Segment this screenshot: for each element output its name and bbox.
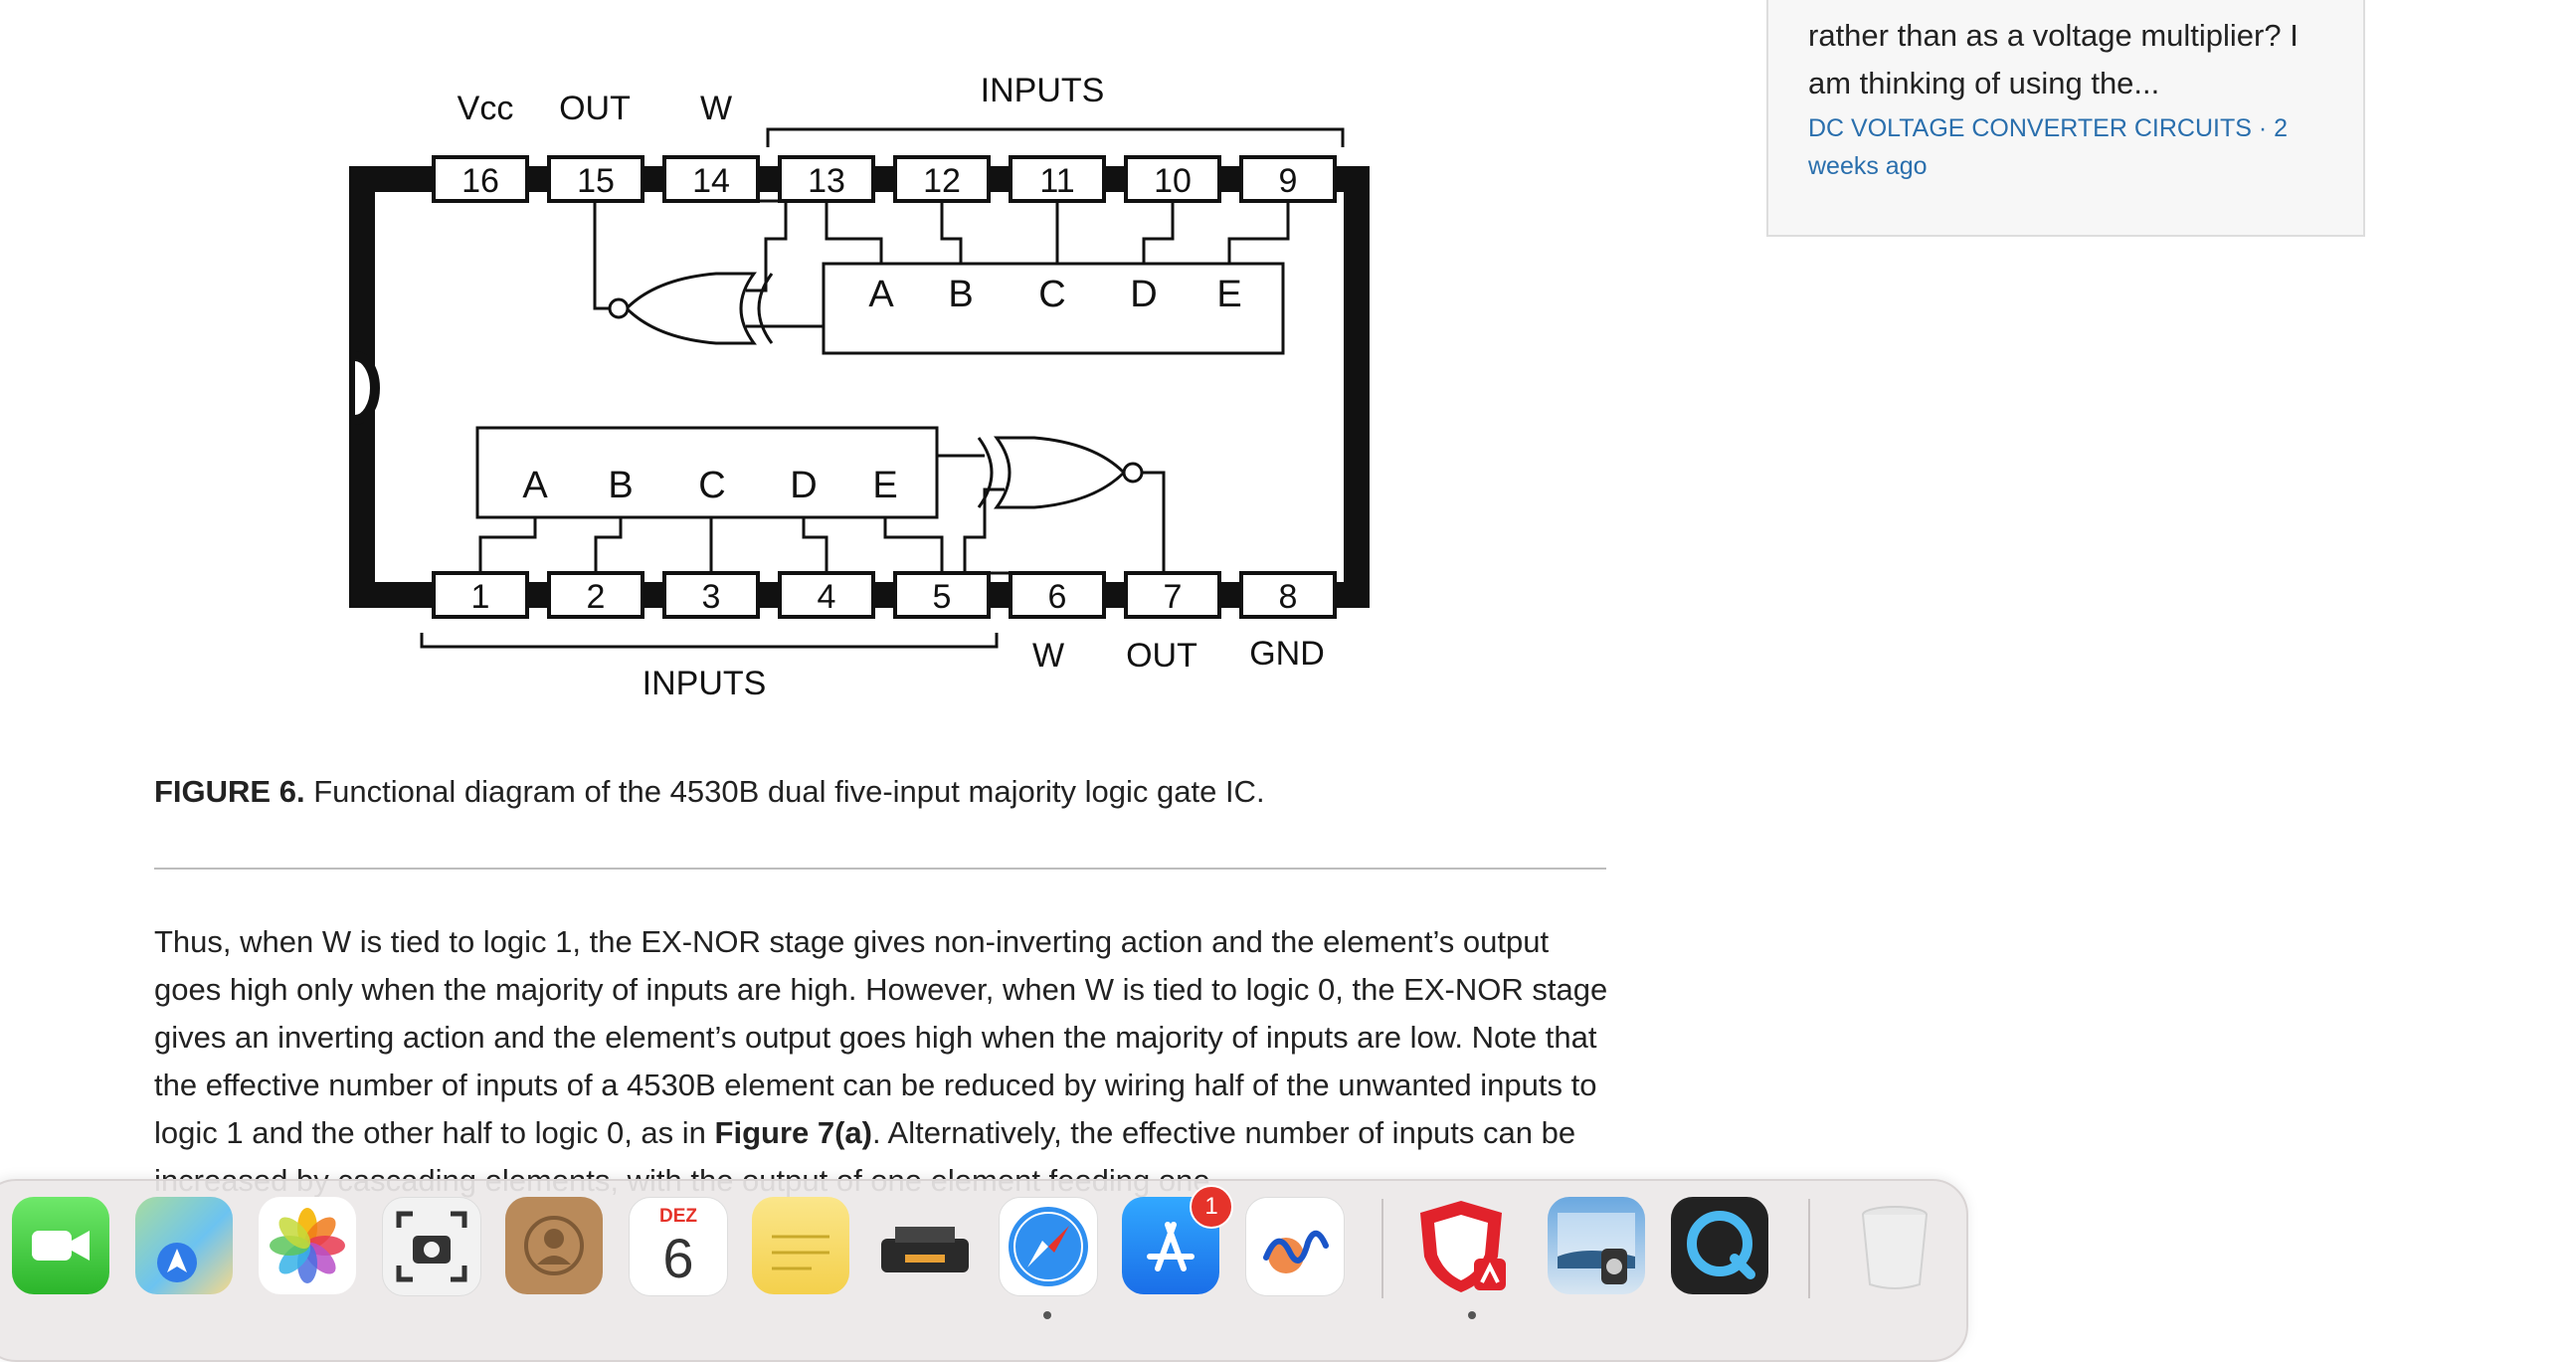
safari-icon[interactable]	[999, 1197, 1098, 1296]
ic-notch	[355, 356, 375, 420]
upper-input-d: D	[1130, 274, 1158, 315]
article-paragraph	[154, 918, 1616, 1205]
facetime-icon[interactable]	[12, 1197, 109, 1294]
pin-7: 7	[1163, 578, 1183, 616]
pin-2: 2	[586, 578, 606, 616]
label-out-bottom: OUT	[1126, 637, 1197, 675]
upper-input-b: B	[948, 274, 974, 315]
safari-compass-glyph	[1000, 1198, 1097, 1295]
pin-9: 9	[1278, 162, 1298, 200]
bracket-inputs-bottom	[422, 633, 997, 647]
figure-caption-label: FIGURE 6.	[154, 774, 305, 809]
antivirus-running-dot	[1468, 1311, 1476, 1319]
related-comment-card[interactable]	[1766, 0, 2365, 237]
quicktime-glyph	[1671, 1197, 1768, 1294]
pin-6: 6	[1047, 578, 1067, 616]
label-w-bottom: W	[1031, 637, 1065, 675]
lower-input-e: E	[872, 465, 898, 506]
preview-icon[interactable]	[1548, 1197, 1645, 1294]
lower-input-c: C	[698, 465, 726, 506]
photos-icon[interactable]	[259, 1197, 356, 1294]
pin-1: 1	[470, 578, 490, 616]
lower-input-b: B	[608, 465, 634, 506]
notes-glyph	[752, 1197, 849, 1294]
screenshot-glyph	[383, 1198, 480, 1295]
dock-separator-1	[1381, 1199, 1383, 1298]
lower-bubble	[1124, 464, 1142, 482]
label-gnd: GND	[1249, 635, 1325, 673]
upper-input-c: C	[1038, 274, 1066, 315]
pin-14: 14	[692, 162, 730, 200]
trash-icon[interactable]	[1846, 1197, 1943, 1294]
section-divider	[154, 868, 1606, 870]
printer-icon[interactable]	[875, 1197, 973, 1294]
calendar-day: 6	[662, 1227, 694, 1289]
photos-flower-glyph	[259, 1197, 356, 1294]
upper-input-a: A	[868, 274, 894, 315]
paragraph-text-1: Thus, when W is tied to logic 1, the EX-NOR stage gives non-inverting action and the element’s output goes high only when the majority of inputs are high. However, when W is tied to logic 0, the EX-NOR stage gives an inverting action and the element’s output goes high when the majority of inputs are low. Note that the effective number of inputs of a 4530B element can be reduced by wiring half of the unwanted inputs to logic 1 and the other half to logic 0, as in	[154, 924, 1608, 1150]
comment-meta-link[interactable]: DC VOLTAGE CONVERTER CIRCUITS · 2 weeks ago	[1808, 114, 2289, 180]
pin-3: 3	[701, 578, 721, 616]
pin-16: 16	[461, 162, 499, 200]
lower-input-a: A	[522, 465, 548, 506]
screenshot-icon[interactable]	[382, 1197, 481, 1296]
pin-11: 11	[1039, 162, 1075, 200]
contacts-icon[interactable]	[505, 1197, 603, 1294]
antivirus-icon[interactable]	[1412, 1197, 1510, 1294]
upper-input-e: E	[1216, 274, 1242, 315]
ic-body	[362, 179, 1357, 595]
comment-snippet[interactable]: rather than as a voltage multiplier? I am thinking of using the...	[1808, 18, 2299, 100]
pin-5: 5	[932, 578, 952, 616]
pin-10: 10	[1154, 162, 1192, 200]
label-vcc: Vcc	[457, 90, 514, 127]
label-w-top: W	[699, 90, 733, 127]
freeform-icon[interactable]	[1245, 1197, 1345, 1296]
appstore-icon[interactable]	[1122, 1193, 1219, 1294]
safari-running-dot	[1043, 1311, 1051, 1319]
pin-4: 4	[817, 578, 836, 616]
maps-glyph	[135, 1197, 233, 1294]
maps-icon[interactable]	[135, 1197, 233, 1294]
figure-caption	[154, 774, 1606, 810]
contacts-glyph	[505, 1197, 603, 1294]
preview-glyph	[1548, 1197, 1645, 1294]
freeform-glyph	[1246, 1198, 1344, 1295]
ic-4530b-diagram	[328, 40, 1422, 716]
trash-can-glyph	[1846, 1197, 1943, 1294]
article-body	[154, 918, 1616, 1205]
paragraph-text-2: . Alternatively, the effective number of inputs can be	[872, 1115, 1576, 1150]
label-inputs-bottom: INPUTS	[642, 665, 767, 702]
facetime-camera-glyph	[12, 1197, 109, 1294]
pin-15: 15	[577, 162, 615, 200]
appstore-badge: 1	[1190, 1185, 1233, 1229]
calendar-month: DEZ	[659, 1206, 697, 1227]
antivirus-shield-glyph	[1412, 1197, 1510, 1294]
pin-12: 12	[923, 162, 961, 200]
figure-caption-text: Functional diagram of the 4530B dual five-input majority logic gate IC.	[304, 774, 1265, 809]
pin-8: 8	[1278, 578, 1298, 616]
bracket-inputs-top	[768, 129, 1343, 147]
figure-7a-reference: Figure 7(a)	[714, 1115, 872, 1150]
dock-separator-2	[1808, 1199, 1810, 1298]
label-out-top: OUT	[559, 90, 631, 127]
quicktime-icon[interactable]	[1671, 1197, 1768, 1294]
label-inputs-top: INPUTS	[980, 72, 1105, 109]
pin-13: 13	[808, 162, 845, 200]
calendar-icon[interactable]	[629, 1197, 728, 1296]
notes-icon[interactable]	[752, 1197, 849, 1294]
figure-6-diagram	[328, 40, 1422, 716]
upper-bubble	[610, 299, 628, 317]
lower-input-d: D	[790, 465, 818, 506]
printer-glyph	[875, 1197, 973, 1294]
